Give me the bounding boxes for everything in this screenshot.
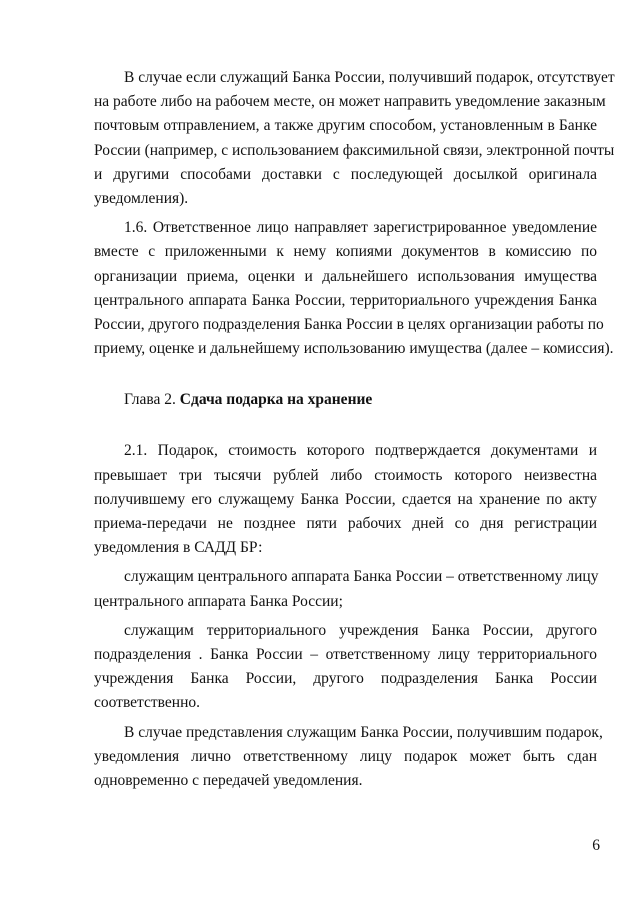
text-line: приема-передачи не позднее пяти рабочих дней со дня регистрации — [94, 515, 597, 532]
paragraph-central-apparatus — [94, 565, 597, 613]
text-line: России (например, с использованием факсимильной связи, электронной почты — [94, 141, 615, 159]
text-line: вместе с приложенными к нему копиями документов в комиссию по — [94, 243, 597, 261]
text-line: центрального аппарата Банка России; — [94, 592, 343, 610]
text-line: соответственно. — [94, 694, 200, 712]
text-line: подразделения . Банка России – ответственному лицу территориального — [94, 645, 597, 663]
paragraph-personal-submission — [94, 721, 603, 794]
chapter-heading-title: Сдача подарка на хранение — [179, 391, 373, 409]
paragraph-2-1 — [94, 439, 597, 560]
text-line: учреждения Банка России, другого подразделения Банка России — [94, 670, 597, 688]
page-number: 6 — [592, 837, 600, 854]
text-line: В случае если служащий Банка России, получивший подарок, отсутствует — [124, 69, 615, 86]
text-line: приему, оценке и дальнейшему использованию имущества (далее – комиссия). — [94, 340, 614, 358]
text-line: центрального аппарата Банка России, территориального учреждения Банка — [94, 291, 597, 309]
text-line: уведомления лично ответственному лицу подарок может быть сдан — [94, 747, 597, 765]
text-line: и другими способами доставки с последующей досылкой оригинала — [94, 165, 597, 183]
text-line: превышает три тысячи рублей либо стоимость которого неизвестна — [94, 466, 597, 484]
text-line: России, другого подразделения Банка России в целях организации работы по — [94, 315, 604, 333]
paragraph-absent-employee — [94, 66, 615, 211]
text-line: уведомления). — [94, 189, 189, 207]
chapter-heading — [94, 388, 597, 412]
text-line: на работе либо на рабочем месте, он может направить уведомление заказным — [94, 93, 606, 111]
text-line: служащим центрального аппарата Банка России – ответственному лицу — [124, 568, 599, 586]
text-line: почтовым отправлением, а также другим способом, установленным в Банке — [94, 117, 597, 135]
chapter-heading-prefix: Глава 2. — [124, 391, 176, 409]
text-line: 1.6. Ответственное лицо направляет зарегистрированное уведомление — [124, 219, 597, 237]
paragraph-1-6 — [94, 216, 614, 361]
text-line: В случае представления служащим Банка России, получившим подарок, — [124, 723, 603, 741]
text-line: 2.1. Подарок, стоимость которого подтверждается документами и — [124, 442, 597, 460]
text-line: служащим территориального учреждения Банка России, другого — [124, 621, 597, 639]
text-line: получившему его служащему Банка России, сдается на хранение по акту — [94, 490, 597, 508]
text-line: одновременно с передачей уведомления. — [94, 771, 363, 789]
document-body — [94, 66, 615, 793]
paragraph-territorial-institution — [94, 619, 597, 716]
text-line: уведомления в САДД БР: — [94, 539, 263, 557]
text-line: организации приема, оценки и дальнейшего использования имущества — [94, 267, 597, 285]
